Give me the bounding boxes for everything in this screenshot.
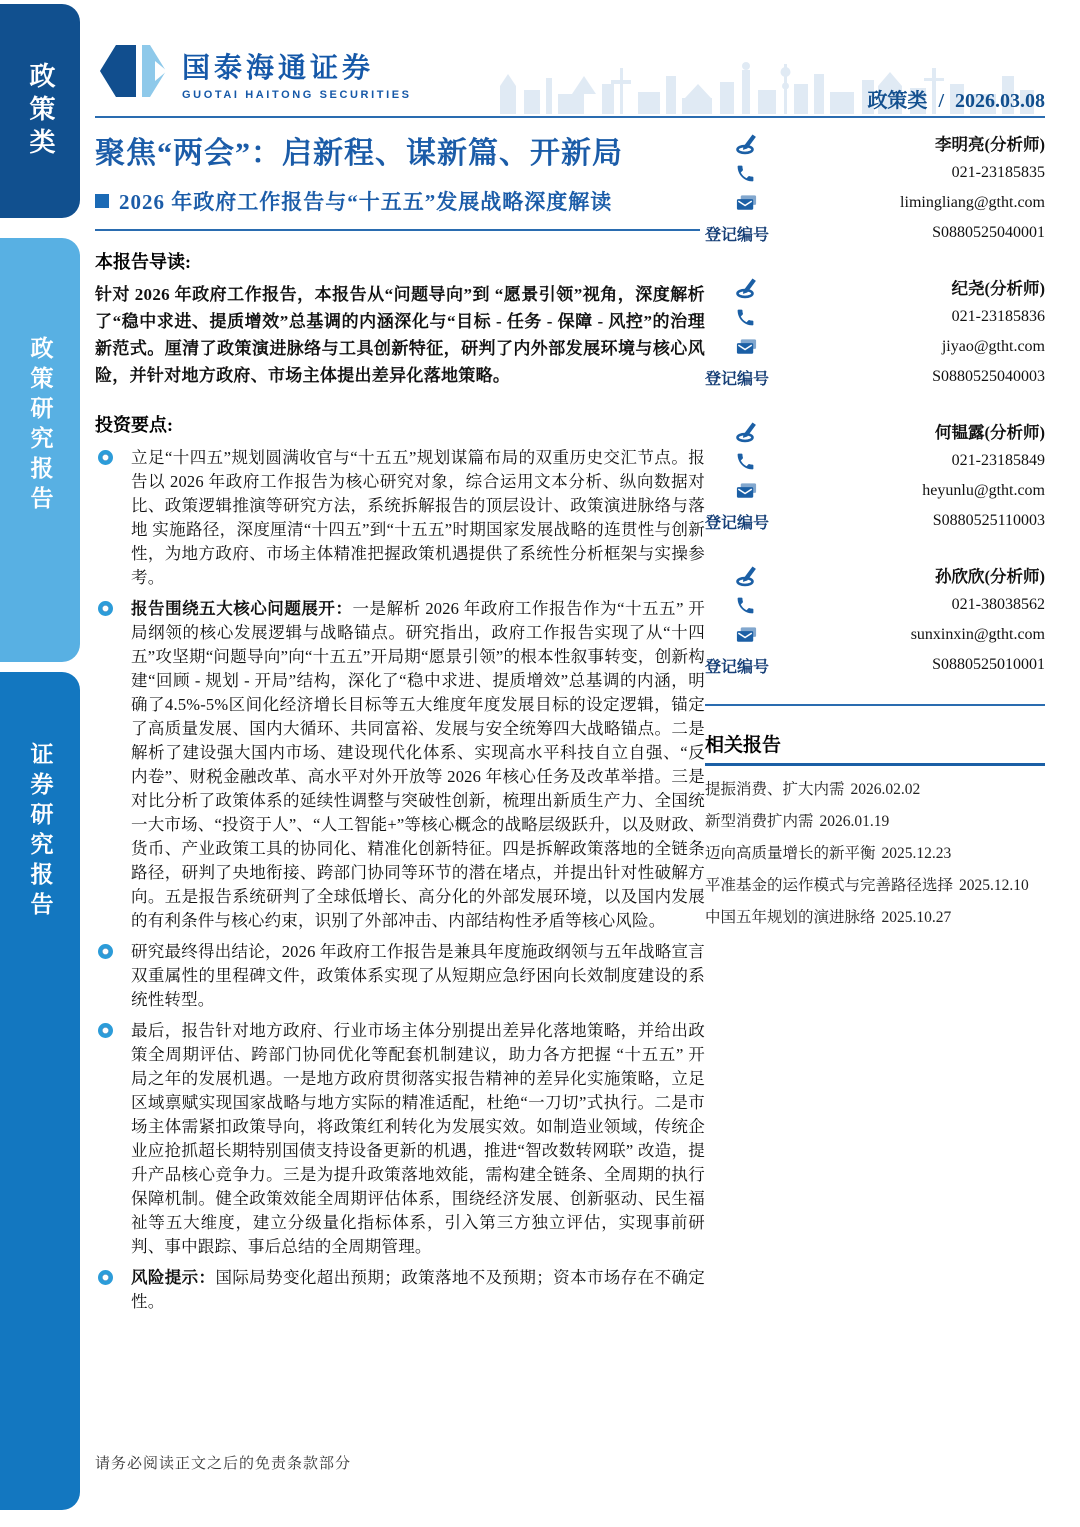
- bullet-ring-icon: [98, 1270, 113, 1285]
- related-reports-list: [705, 774, 1045, 934]
- analyst-icon: [735, 419, 761, 443]
- analyst-email: jiyao@gtht.com: [941, 338, 1045, 355]
- mail-icon: [735, 337, 761, 357]
- bullet-item: [95, 1266, 705, 1314]
- bullet-lead: 风险提示：: [131, 1268, 216, 1287]
- analyst-name: 李明亮(分析师): [935, 135, 1045, 154]
- bullet-item: [95, 597, 705, 933]
- phone-icon: [735, 163, 761, 184]
- analyst-email: heyunlu@gtht.com: [922, 482, 1045, 499]
- analyst-name: 何韫露(分析师): [935, 423, 1045, 442]
- analyst-name: 孙欣欣(分析师): [935, 567, 1045, 586]
- report-title: 聚焦“两会”：启新程、谋新篇、开新局: [95, 137, 623, 170]
- related-report-date: 2025.10.27: [881, 908, 952, 926]
- registration-label: 登记编号: [705, 226, 770, 244]
- bullet-ring-icon: [98, 944, 113, 959]
- related-report-date: 2026.02.02: [850, 780, 921, 798]
- phone-icon: [735, 595, 761, 616]
- related-report-title: 新型消费扩内需: [705, 812, 814, 830]
- header-rule: [95, 116, 1045, 118]
- related-report-item: [705, 902, 1045, 934]
- bullet-item: [95, 940, 705, 1012]
- related-report-item: [705, 870, 1045, 902]
- analyst-phone: 021-23185836: [951, 308, 1045, 325]
- analyst-email: limingliang@gtht.com: [900, 194, 1045, 211]
- registration-number: S0880525040003: [932, 368, 1045, 385]
- phone-icon: [735, 451, 761, 472]
- related-report-title: 迈向高质量增长的新平衡: [705, 844, 876, 862]
- right-column: [705, 128, 1045, 934]
- related-report-date: 2025.12.10: [959, 876, 1029, 894]
- analyst-phone: 021-23185835: [951, 164, 1045, 181]
- subtitle-rule: [95, 229, 700, 231]
- analyst-name: 纪尧(分析师): [951, 279, 1045, 298]
- sidebar-tab-label: 政策研究报告: [27, 336, 53, 516]
- related-reports-rule: [705, 763, 1045, 766]
- logo-name-cn: 国泰海通证券: [182, 52, 375, 83]
- analyst-phone: 021-38038562: [951, 596, 1045, 613]
- report-subtitle: 2026 年政府工作报告与“十五五”发展战略深度解读: [119, 190, 613, 214]
- bullet-text: 国际局势变化超出预期；政策落地不及预期；资本市场存在不确定性。: [131, 1268, 705, 1311]
- analyst-icon: [735, 131, 761, 155]
- analyst-block: [705, 560, 1045, 680]
- key-points-list: [95, 446, 705, 1314]
- bullet-lead: 报告围绕五大核心问题展开：: [131, 599, 353, 618]
- mail-icon: [735, 481, 761, 501]
- key-points-heading: 投资要点:: [95, 415, 173, 435]
- analyst-block: [705, 416, 1045, 536]
- phone-icon: [735, 307, 761, 328]
- analyst-section-rule: [705, 704, 1045, 706]
- related-report-date: 2025.12.23: [881, 844, 952, 862]
- brand-logo: [98, 42, 412, 105]
- related-report-date: 2026.01.19: [819, 812, 890, 830]
- related-report-item: [705, 806, 1045, 838]
- related-report-item: [705, 838, 1045, 870]
- analyst-icon: [735, 563, 761, 587]
- header-category: 政策类: [867, 90, 928, 112]
- related-report-title: 平准基金的运作模式与完善路径选择: [705, 876, 954, 894]
- main-column: [95, 128, 705, 1321]
- sidebar-tab-securities-research: [0, 672, 80, 1510]
- analyst-block: [705, 128, 1045, 248]
- related-reports-heading: 相关报告: [705, 735, 782, 756]
- logo-hexagon-icon: [98, 42, 168, 105]
- registration-number: S0880525010001: [932, 656, 1045, 673]
- mail-icon: [735, 625, 761, 645]
- bullet-item: [95, 446, 705, 590]
- bullet-ring-icon: [98, 1023, 113, 1038]
- header-date: 2026.03.08: [955, 90, 1045, 112]
- related-report-item: [705, 774, 1045, 806]
- sidebar-tab-policy-research: [0, 238, 80, 662]
- registration-label: 登记编号: [705, 370, 770, 388]
- header-category-date: [867, 84, 1045, 113]
- bullet-text: 研究最终得出结论，2026 年政府工作报告是兼具年度施政纲领与五年战略宣言双重属性的里程碑文件，政策体系实现了从短期应急纾困向长效制度建设的系统性转型。: [131, 942, 705, 1009]
- analyst-phone: 021-23185849: [951, 452, 1045, 469]
- intro-heading: 本报告导读:: [95, 252, 191, 272]
- related-report-title: 提振消费、扩大内需: [705, 780, 845, 798]
- intro-paragraph: 针对 2026 年政府工作报告，本报告从“问题导向”到 “愿景引领”视角，深度解析了“稳中求进、提质增效”总基调的内涵深化与“目标 - 任务 - 保障 - 风控”的治理新范式。厘清了政策演进脉络与工具创新特征，研判了内外部发展环境与核心风险，并针对地方政府、市场主体提出差异化落地策略。: [95, 285, 705, 385]
- bullet-ring-icon: [98, 601, 113, 616]
- related-report-title: 中国五年规划的演进脉络: [705, 908, 876, 926]
- sidebar-tab-label: 政策类: [26, 62, 55, 161]
- sidebar-tab-label: 证券研究报告: [27, 742, 53, 922]
- sidebar-tab-category: [0, 4, 80, 218]
- bullet-text: 一是解析 2026 年政府工作报告作为“十五五” 开局纲领的核心发展逻辑与战略锚点。研究指出，政府工作报告实现了从“十四五”攻坚期“问题导向”向“十五五”开局期“愿景引领”的根本性叙事转变，创新构建“回顾 - 规划 - 开局”结构，深化了“稳中求进、提质增效”总基调的内涵，明确了4.5%-5%区间化经济增长目标等五大维度年度发展目标的设定逻辑，锚定了高质量发展、国内大循环、共同富裕、发展与安全统筹四大战略锚点。二是解析了建设强大国内市场、建设现代化体系、实现高水平科技自立自强、“反内卷”、财税金融改革、高水平对外开放等 2026 年核心任务及改革举措。三是对比分析了政策体系的延续性调整与突破性创新，梳理出新质生产力、全国统一大市场、“投资于人”、“人工智能+”等核心概念的战略层级跃升，以及财政、货币、产业政策工具的协同化、精准化创新特征。四是拆解政策落地的全链条路径，研判了央地衔接、跨部门协同等环节的潜在堵点，并提出针对性破解方向。五是报告系统研判了全球低增长、高分化的外部发展环境，以及国内发展的有利条件与核心约束，识别了外部冲击、内部结构性矛盾等核心风险。: [131, 599, 705, 930]
- registration-label: 登记编号: [705, 514, 770, 532]
- report-subtitle-row: [95, 186, 705, 216]
- subtitle-square-icon: [95, 194, 109, 208]
- analyst-email: sunxinxin@gtht.com: [910, 626, 1045, 643]
- registration-number: S0880525040001: [932, 224, 1045, 241]
- disclaimer-footer: 请务必阅读正文之后的免责条款部分: [95, 1456, 352, 1472]
- logo-name-en: GUOTAI HAITONG SECURITIES: [182, 89, 412, 101]
- bullet-ring-icon: [98, 450, 113, 465]
- bullet-text: 最后，报告针对地方政府、行业市场主体分别提出差异化落地策略，并给出政策全周期评估、跨部门协同优化等配套机制建议，助力各方把握 “十五五” 开局之年的发展机遇。一是地方政府贯彻落实报告精神的差异化实施策略，立足区域禀赋实现国家战略与地方实际的精准适配，杜绝“一刀切”式执行。二是市场主体需紧扣政策导向，将政策红利转化为发展实效。如制造业领域，传统企业应抢抓超长期特别国债支持设备更新的机遇，推进“智改数转网联” 改造，提升产品核心竞争力。三是为提升政策落地效能，需构建全链条、全周期的执行保障机制。健全政策效能全周期评估体系，围绕经济发展、创新驱动、民生福祉等五大维度，建立分级量化指标体系，引入第三方独立评估，实现事前研判、事中跟踪、事后总结的全周期管理。: [131, 1021, 705, 1256]
- header-slash: /: [938, 90, 944, 112]
- bullet-text: 立足“十四五”规划圆满收官与“十五五”规划谋篇布局的双重历史交汇节点。报告以 2026 年政府工作报告为核心研究对象，综合运用文本分析、纵向数据对比、政策逻辑推演等研究方法，系统拆解报告的顶层设计、政策演进脉络与落地 实施路径，深度厘清“十四五”到“十五五”时期国家发展战略的连贯性与创新性，为地方政府、市场主体精准把握政策机遇提供了系统性分析框架与实操参考。: [131, 448, 705, 587]
- analyst-block: [705, 272, 1045, 392]
- registration-label: 登记编号: [705, 658, 770, 676]
- registration-number: S0880525110003: [932, 512, 1045, 529]
- bullet-item: [95, 1019, 705, 1259]
- analyst-icon: [735, 275, 761, 299]
- mail-icon: [735, 193, 761, 213]
